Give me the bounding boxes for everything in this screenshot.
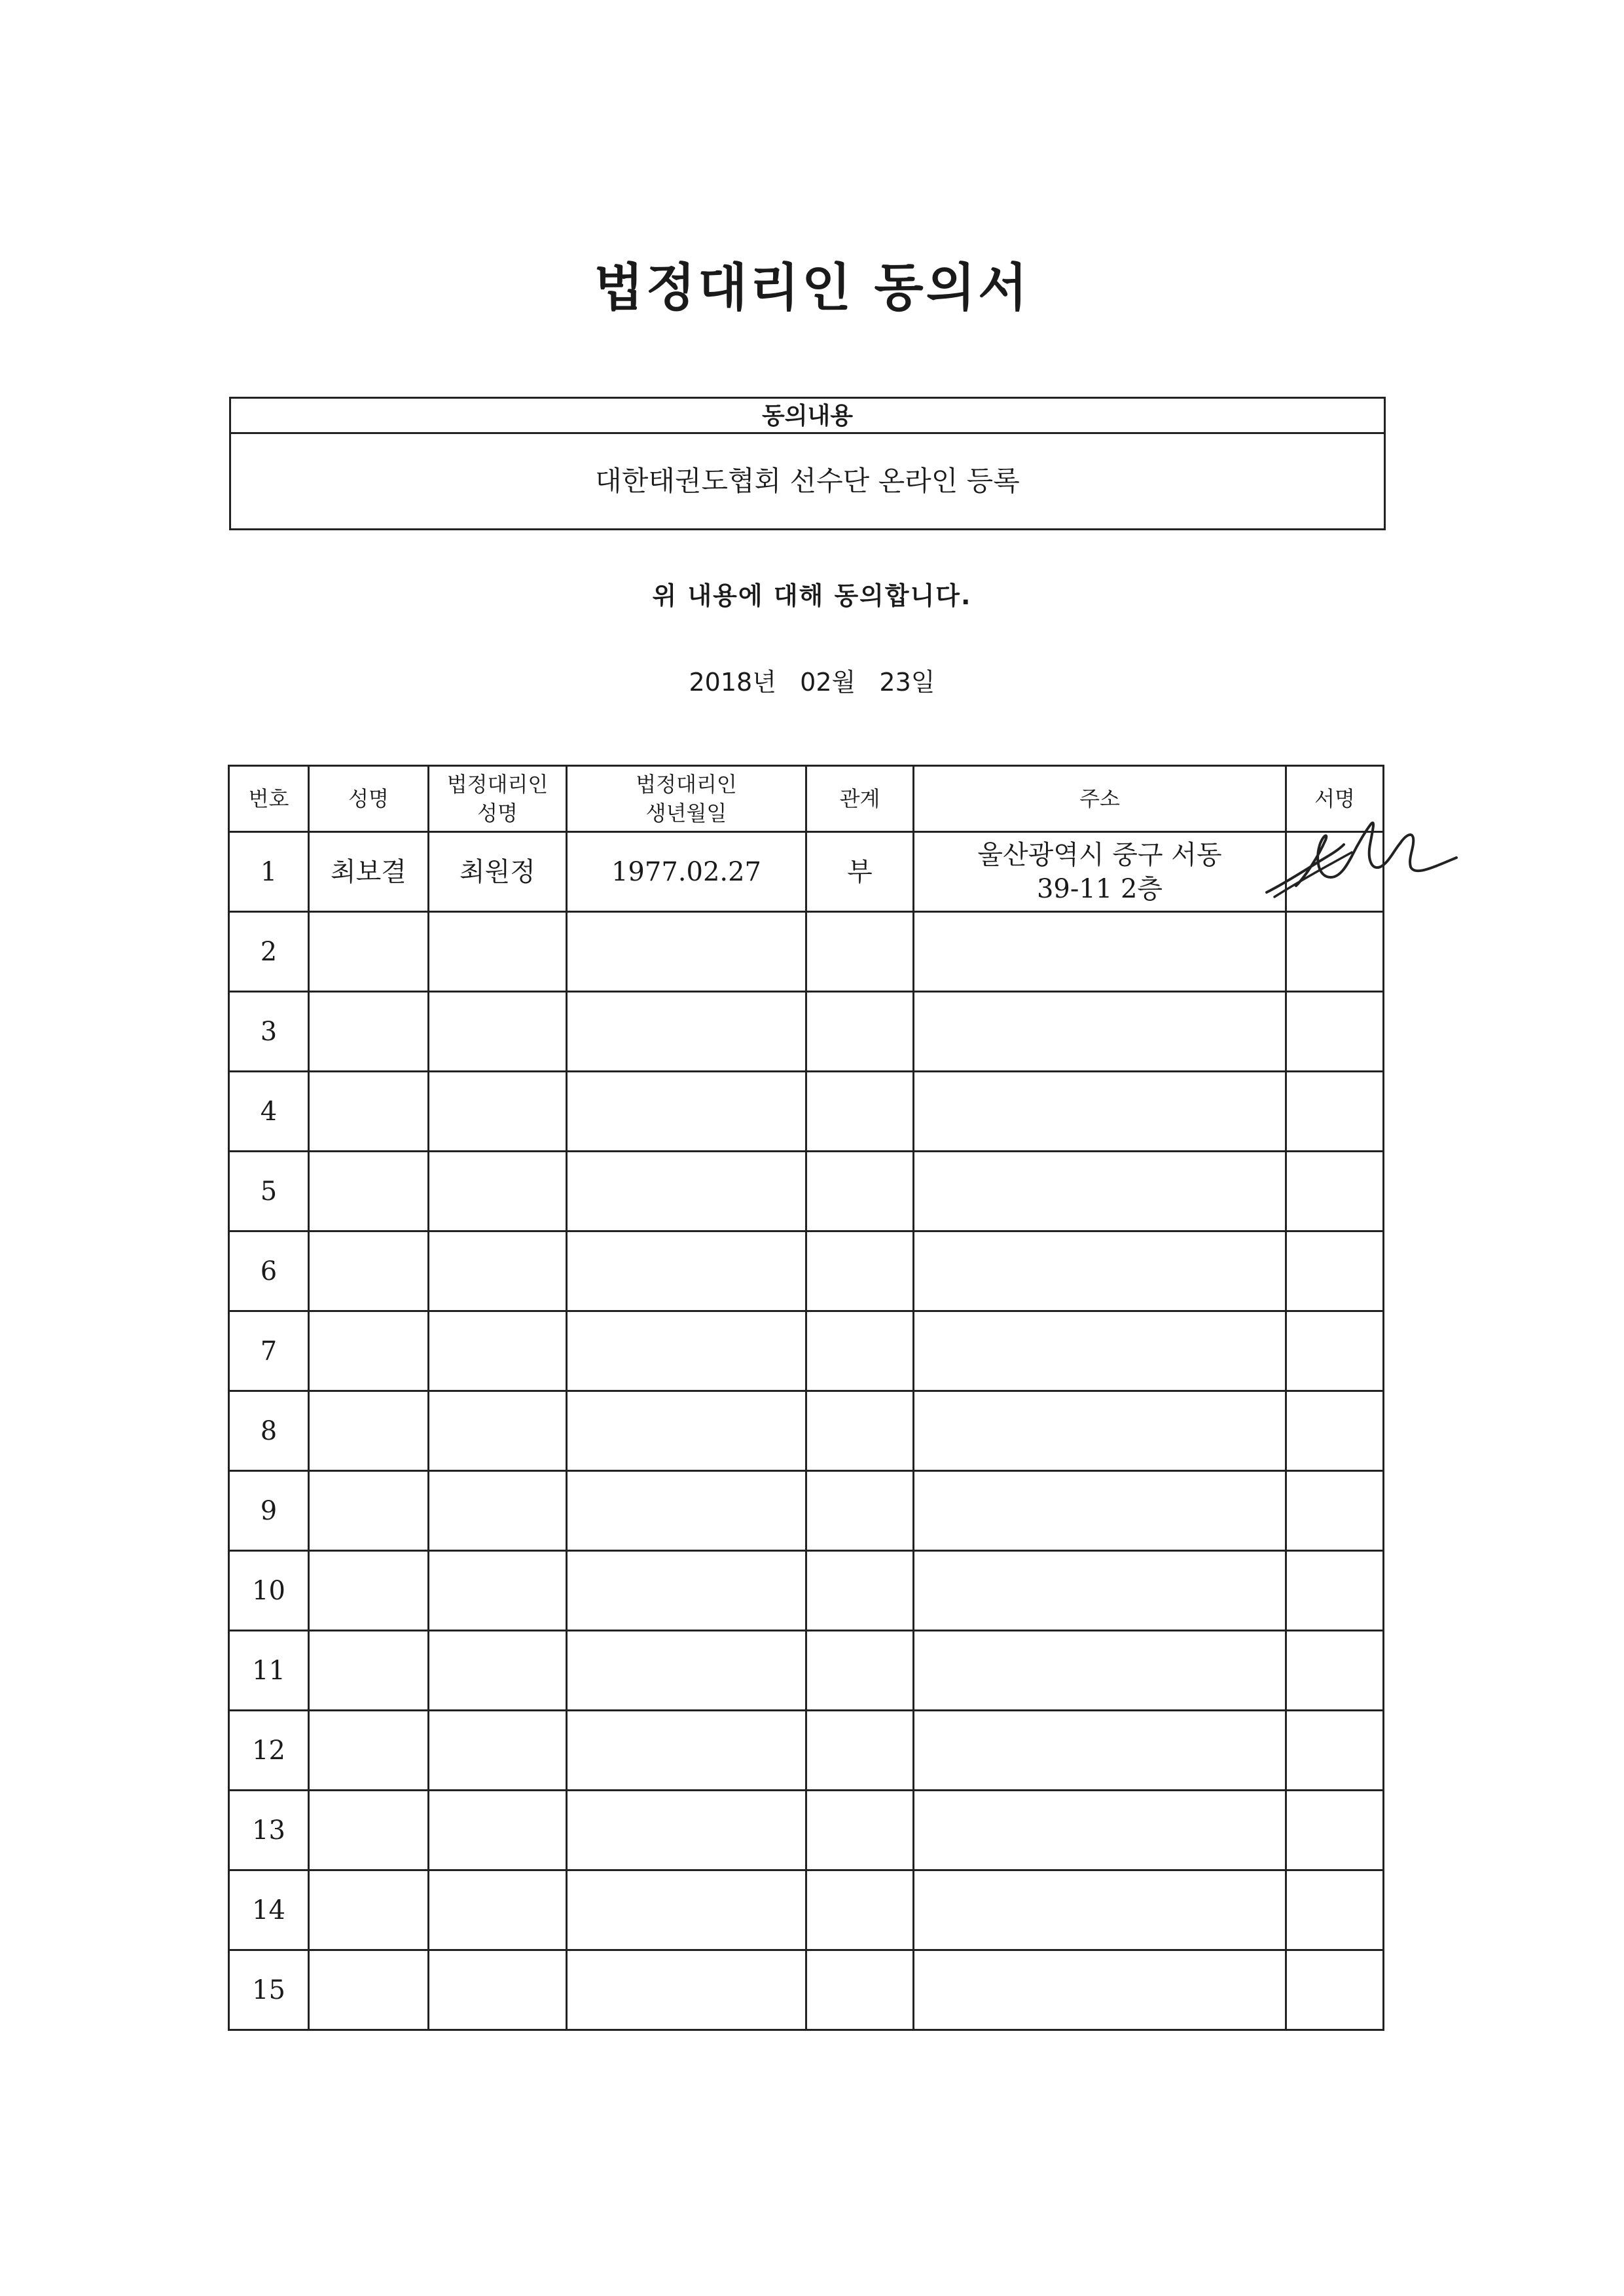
cell-guardian-birth: [567, 1551, 806, 1631]
table-row: [229, 1711, 1384, 1791]
cell-signature: [1286, 1391, 1384, 1471]
cell-address: [914, 1631, 1286, 1711]
header-guardian-name: [429, 766, 567, 832]
cell-no: [229, 1870, 309, 1950]
agreement-statement: 위 내용에 대해 동의합니다.: [652, 581, 972, 610]
table-row: [229, 1551, 1384, 1631]
cell-guardian-birth: [567, 832, 806, 912]
cell-guardian-name: [429, 1950, 567, 2030]
cell-name: [309, 1471, 429, 1551]
cell-signature: [1286, 1791, 1384, 1870]
table-header-row: [229, 766, 1384, 832]
cell-signature: [1286, 1950, 1384, 2030]
cell-guardian-name: [429, 1711, 567, 1791]
cell-relation: [806, 992, 914, 1072]
cell-guardian-name: [429, 1391, 567, 1471]
consent-header: 동의내용: [231, 399, 1384, 434]
cell-relation: [806, 1072, 914, 1152]
cell-guardian-name: [429, 832, 567, 912]
header-guardian-name-line2: 성명: [477, 801, 518, 826]
table-row: [229, 1231, 1384, 1311]
cell-name: [309, 1072, 429, 1152]
cell-no: [229, 1072, 309, 1152]
cell-no-text: 5: [260, 1176, 278, 1207]
cell-name: [309, 1311, 429, 1391]
cell-no-text: 10: [252, 1575, 285, 1606]
header-guardian-birth: [567, 766, 806, 832]
cell-no-text: 14: [252, 1895, 285, 1925]
guardian-roster-table: [228, 765, 1384, 2031]
cell-relation: [806, 1791, 914, 1870]
cell-name: [309, 832, 429, 912]
cell-relation: [806, 1471, 914, 1551]
cell-guardian-name: [429, 1870, 567, 1950]
header-signature: 서명: [1286, 766, 1384, 832]
cell-no: [229, 912, 309, 992]
cell-no-text: 1: [260, 856, 278, 887]
header-guardian-birth-line1: 법정대리인: [636, 772, 737, 797]
cell-guardian-name: [429, 1791, 567, 1870]
cell-no-text: 9: [260, 1495, 278, 1526]
table-row: [229, 1870, 1384, 1950]
cell-no-text: 7: [260, 1336, 278, 1366]
cell-relation: [806, 832, 914, 912]
cell-address: [914, 1950, 1286, 2030]
cell-name: [309, 912, 429, 992]
cell-no: [229, 1391, 309, 1471]
table-row: [229, 1631, 1384, 1711]
header-guardian-name-line1: 법정대리인: [446, 772, 549, 797]
cell-no: [229, 1711, 309, 1791]
cell-relation: [806, 1870, 914, 1950]
cell-no: [229, 1311, 309, 1391]
cell-address-text: 울산광역시 중구 서동: [977, 839, 1222, 870]
cell-guardian-name: [429, 992, 567, 1072]
cell-name: [309, 1711, 429, 1791]
cell-guardian-birth: [567, 1072, 806, 1152]
cell-guardian-birth: [567, 1231, 806, 1311]
cell-no: [229, 832, 309, 912]
cell-name: [309, 1631, 429, 1711]
cell-address: [914, 1471, 1286, 1551]
cell-address: [914, 992, 1286, 1072]
cell-signature: [1286, 1311, 1384, 1391]
cell-signature: [1286, 992, 1384, 1072]
table-row: [229, 1791, 1384, 1870]
cell-name: [309, 1551, 429, 1631]
cell-name: [309, 992, 429, 1072]
cell-signature: [1286, 1551, 1384, 1631]
cell-guardian-name: [429, 1072, 567, 1152]
cell-address: [914, 1711, 1286, 1791]
cell-guardian-name: [429, 1631, 567, 1711]
header-name: 성명: [309, 766, 429, 832]
table-row: [229, 1311, 1384, 1391]
header-guardian-birth-line2: 생년월일: [645, 801, 727, 826]
cell-no: [229, 1631, 309, 1711]
consent-body: 대한태권도협회 선수단 온라인 등록: [595, 465, 1020, 497]
header-address: 주소: [914, 766, 1286, 832]
cell-guardian-birth: [567, 1391, 806, 1471]
cell-signature: [1286, 1152, 1384, 1231]
cell-address: [914, 1072, 1286, 1152]
cell-guardian-name: [429, 1152, 567, 1231]
cell-no-text: 6: [260, 1256, 278, 1286]
cell-relation: [806, 1391, 914, 1471]
cell-relation-text: 부: [847, 856, 873, 887]
table-row: [229, 1950, 1384, 2030]
cell-signature: [1286, 1870, 1384, 1950]
cell-no-text: 3: [260, 1016, 278, 1047]
cell-relation: [806, 912, 914, 992]
header-relation: 관계: [806, 766, 914, 832]
consent-date: 2018년 02월 23일: [689, 668, 935, 697]
cell-guardian-name: [429, 1551, 567, 1631]
cell-no: [229, 1152, 309, 1231]
cell-guardian-birth: [567, 1711, 806, 1791]
cell-guardian-birth: [567, 1791, 806, 1870]
cell-address: [914, 1870, 1286, 1950]
cell-no-text: 13: [252, 1815, 285, 1846]
cell-signature: [1286, 1711, 1384, 1791]
header-no: 번호: [229, 766, 309, 832]
cell-no: [229, 1231, 309, 1311]
cell-guardian-birth: [567, 992, 806, 1072]
cell-signature: [1286, 1471, 1384, 1551]
cell-signature: [1286, 1072, 1384, 1152]
cell-no-text: 4: [260, 1096, 278, 1127]
cell-name: [309, 1152, 429, 1231]
cell-address: [914, 1231, 1286, 1311]
cell-no: [229, 1950, 309, 2030]
cell-name: [309, 1870, 429, 1950]
cell-relation: [806, 1231, 914, 1311]
cell-no: [229, 992, 309, 1072]
cell-guardian-birth: [567, 1152, 806, 1231]
cell-relation: [806, 1551, 914, 1631]
cell-no-text: 15: [252, 1975, 285, 2005]
cell-relation: [806, 1152, 914, 1231]
cell-no-text: 12: [252, 1735, 285, 1766]
cell-no: [229, 1791, 309, 1870]
cell-no: [229, 1551, 309, 1631]
table-row: [229, 1471, 1384, 1551]
cell-guardian-name-text: 최원정: [460, 856, 535, 887]
cell-no-text: 2: [260, 936, 278, 967]
handwritten-signature-icon: [1260, 804, 1470, 909]
cell-guardian-name: [429, 1311, 567, 1391]
cell-signature: [1286, 912, 1384, 992]
table-row: [229, 992, 1384, 1072]
cell-relation: [806, 1711, 914, 1791]
cell-address: [914, 1791, 1286, 1870]
cell-guardian-birth: [567, 1950, 806, 2030]
table-row: [229, 832, 1384, 912]
cell-address: [914, 1311, 1286, 1391]
cell-relation: [806, 1311, 914, 1391]
cell-no: [229, 1471, 309, 1551]
cell-address: [914, 1152, 1286, 1231]
table-row: [229, 1072, 1384, 1152]
cell-address: [914, 1391, 1286, 1471]
cell-guardian-birth: [567, 1870, 806, 1950]
consent-content-box: [229, 397, 1386, 530]
document-title: 법정대리인 동의서: [594, 259, 1030, 318]
cell-name: [309, 1391, 429, 1471]
cell-guardian-name: [429, 912, 567, 992]
cell-guardian-birth: [567, 1471, 806, 1551]
table-row: [229, 912, 1384, 992]
cell-name: [309, 1950, 429, 2030]
cell-signature: [1286, 1631, 1384, 1711]
cell-guardian-name: [429, 1471, 567, 1551]
cell-name: [309, 1231, 429, 1311]
cell-address: [914, 832, 1286, 912]
cell-guardian-birth: [567, 1311, 806, 1391]
cell-relation: [806, 1950, 914, 2030]
cell-guardian-birth: [567, 1631, 806, 1711]
cell-guardian-name: [429, 1231, 567, 1311]
cell-address: [914, 1551, 1286, 1631]
cell-no-text: 8: [260, 1415, 278, 1446]
cell-address: [914, 912, 1286, 992]
cell-signature: [1286, 1231, 1384, 1311]
cell-guardian-birth: [567, 912, 806, 992]
cell-relation: [806, 1631, 914, 1711]
cell-address-text: 39-11 2층: [1036, 873, 1163, 904]
cell-guardian-birth-text: 1977.02.27: [611, 856, 762, 887]
table-row: [229, 1391, 1384, 1471]
cell-name-text: 최보결: [331, 856, 406, 887]
cell-name: [309, 1791, 429, 1870]
table-row: [229, 1152, 1384, 1231]
cell-no-text: 11: [252, 1655, 285, 1686]
